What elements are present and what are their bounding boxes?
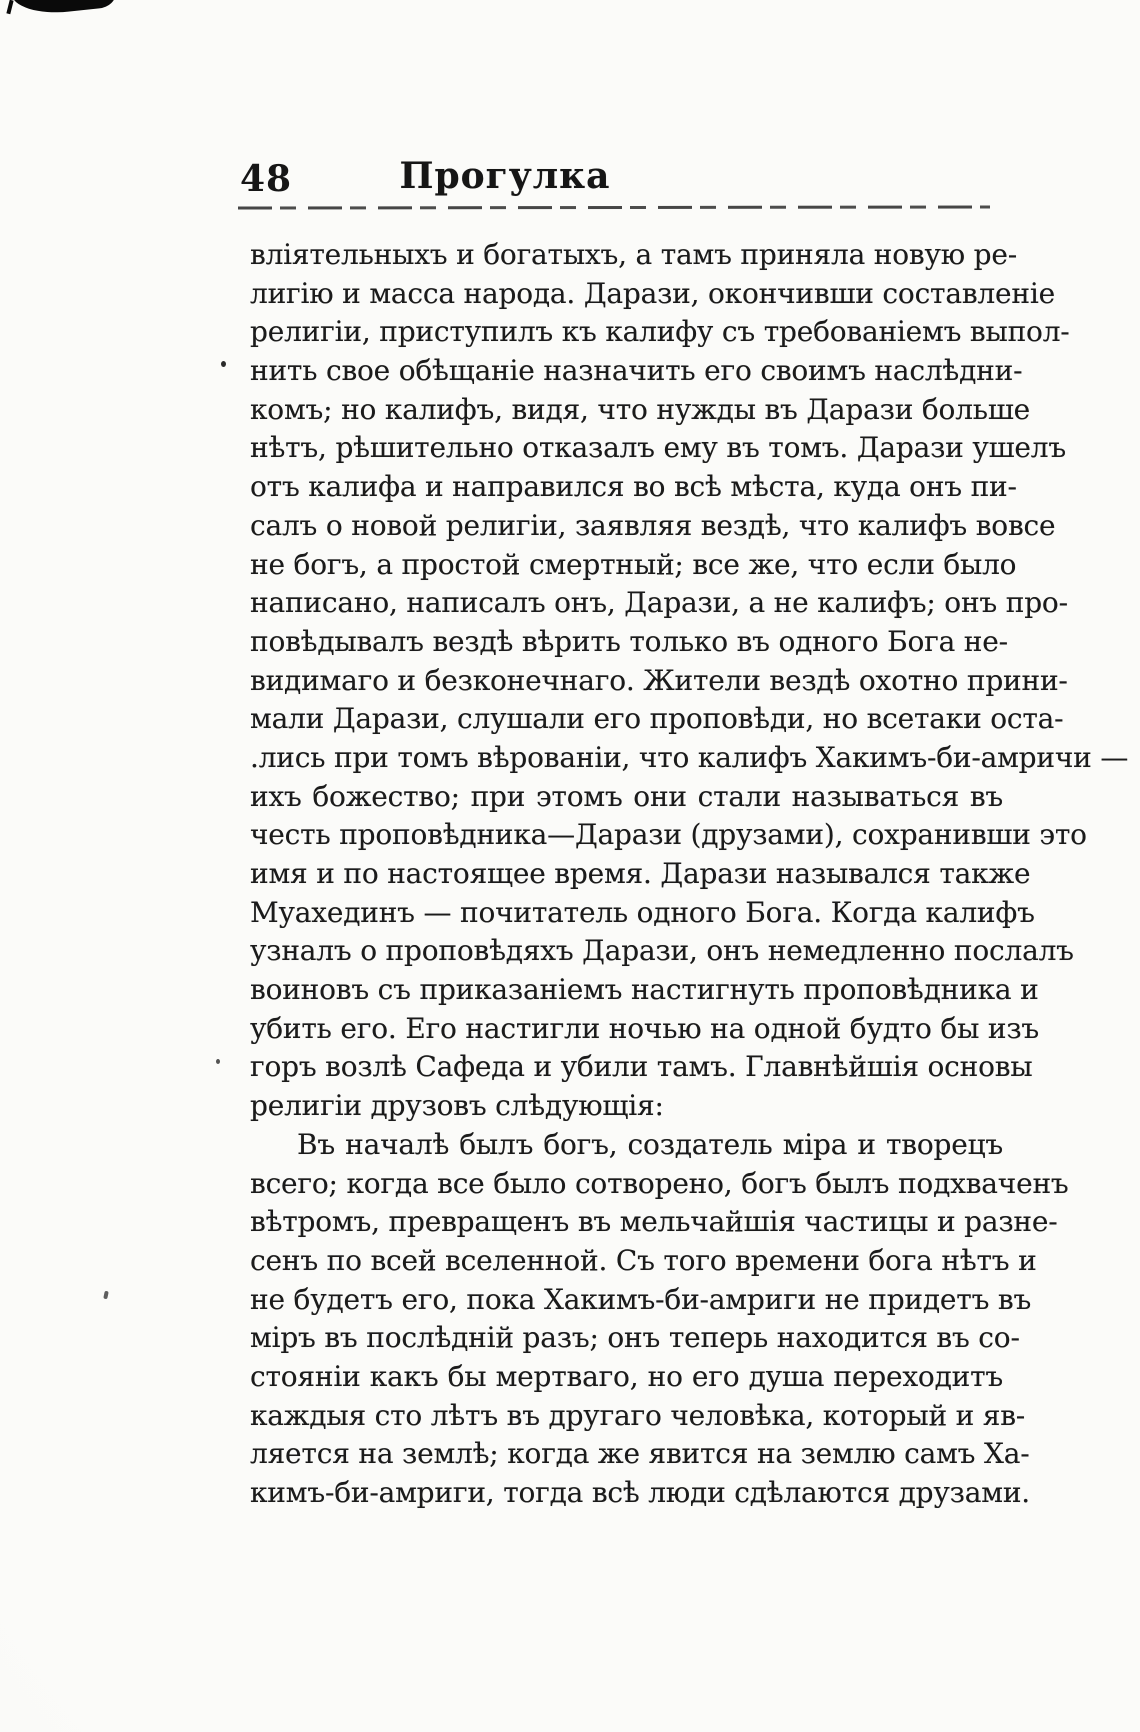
text-line: убить его. Его настигли ночью на одной будто бы изъ — [250, 1011, 1040, 1045]
text-line: написано, написалъ онъ, Дарази, а не калифъ; онъ про- — [250, 586, 1068, 620]
text-line: религіи друзовъ слѣдующія: — [250, 1089, 664, 1123]
text-line: ляется на землѣ; когда же явится на землю самъ Ха- — [250, 1437, 1030, 1471]
text-line: вѣтромъ, превращенъ въ мельчайшія частицы и разне- — [250, 1205, 1058, 1239]
text-line: лигію и масса народа. Дарази, окончивши составленіе — [250, 276, 1055, 310]
text-line: имя и по настоящее время. Дарази назывался также — [250, 857, 1031, 890]
running-header-title: Прогулка — [399, 155, 611, 197]
text-line: честь проповѣдника—Дарази (друзами), сохранивши это — [250, 818, 1087, 852]
ink-tick-artifact — [6, 0, 13, 14]
text-line: нить свое обѣщаніе назначить его своимъ наслѣдни- — [250, 354, 1023, 388]
header-rule — [238, 205, 990, 209]
text-line: Муахединъ — почитатель одного Бога. Когда калифъ — [250, 895, 1035, 929]
text-line: религіи, приступилъ къ калифу съ требованіемъ выпол- — [250, 315, 1070, 349]
margin-speck — [103, 1291, 109, 1300]
paragraph — [250, 236, 1129, 1126]
text-line: всего; когда все было сотворено, богъ былъ подхваченъ — [250, 1166, 1069, 1200]
text-line: воиновъ съ приказаніемъ настигнуть проповѣдника и — [250, 973, 1039, 1007]
text-line: комъ; но калифъ, видя, что нужды въ Дарази больше — [250, 392, 1031, 426]
margin-speck — [221, 361, 226, 367]
paragraph — [250, 1126, 1069, 1513]
body-text — [250, 236, 1129, 1513]
text-line: видимаго и безконечнаго. Жители вездѣ охотно прини- — [250, 663, 1068, 697]
text-line: горъ возлѣ Сафеда и убили тамъ. Главнѣйшія основы — [250, 1050, 1033, 1084]
text-line: ихъ божество; при этомъ они стали называться въ — [250, 779, 1003, 813]
text-line: узналъ о проповѣдяхъ Дарази, онъ немедленно послалъ — [250, 934, 1074, 968]
text-line: повѣдывалъ вездѣ вѣрить только въ одного Бога не- — [250, 624, 1008, 658]
text-line: не богъ, а простой смертный; все же, что если было — [250, 547, 1017, 581]
text-line: отъ калифа и направился во всѣ мѣста, куда онъ пи- — [250, 470, 1017, 504]
text-line: .лись при томъ вѣрованіи, что калифъ Хакимъ-би-амричи — — [250, 740, 1129, 774]
text-line: сенъ по всей вселенной. Съ того времени бога нѣтъ и — [250, 1243, 1037, 1277]
margin-speck — [216, 1059, 220, 1064]
text-line: каждыя сто лѣтъ въ другаго человѣка, который и яв- — [250, 1398, 1026, 1432]
text-line: стояніи какъ бы мертваго, но его душа переходитъ — [250, 1359, 1003, 1393]
text-line: нѣтъ, рѣшительно отказалъ ему въ томъ. Дарази ушелъ — [250, 431, 1067, 465]
text-line: не будетъ его, пока Хакимъ-би-амриги не придетъ въ — [250, 1282, 1032, 1316]
ink-blot-artifact — [11, 0, 117, 17]
text-line: мали Дарази, слушали его проповѣди, но всетаки оста- — [250, 702, 1064, 736]
text-line: міръ въ послѣдній разъ; онъ теперь находится въ со- — [250, 1321, 1020, 1355]
text-line: вліятельныхъ и богатыхъ, а тамъ приняла новую ре- — [250, 238, 1017, 271]
text-line: Въ началѣ былъ богъ, создатель міра и творецъ — [297, 1127, 1003, 1161]
page-number: 48 — [240, 158, 293, 200]
text-line: салъ о новой религіи, заявляя вездѣ, что калифъ вовсе — [250, 508, 1056, 542]
text-line: кимъ-би-амриги, тогда всѣ люди сдѣлаются друзами. — [250, 1476, 1030, 1509]
